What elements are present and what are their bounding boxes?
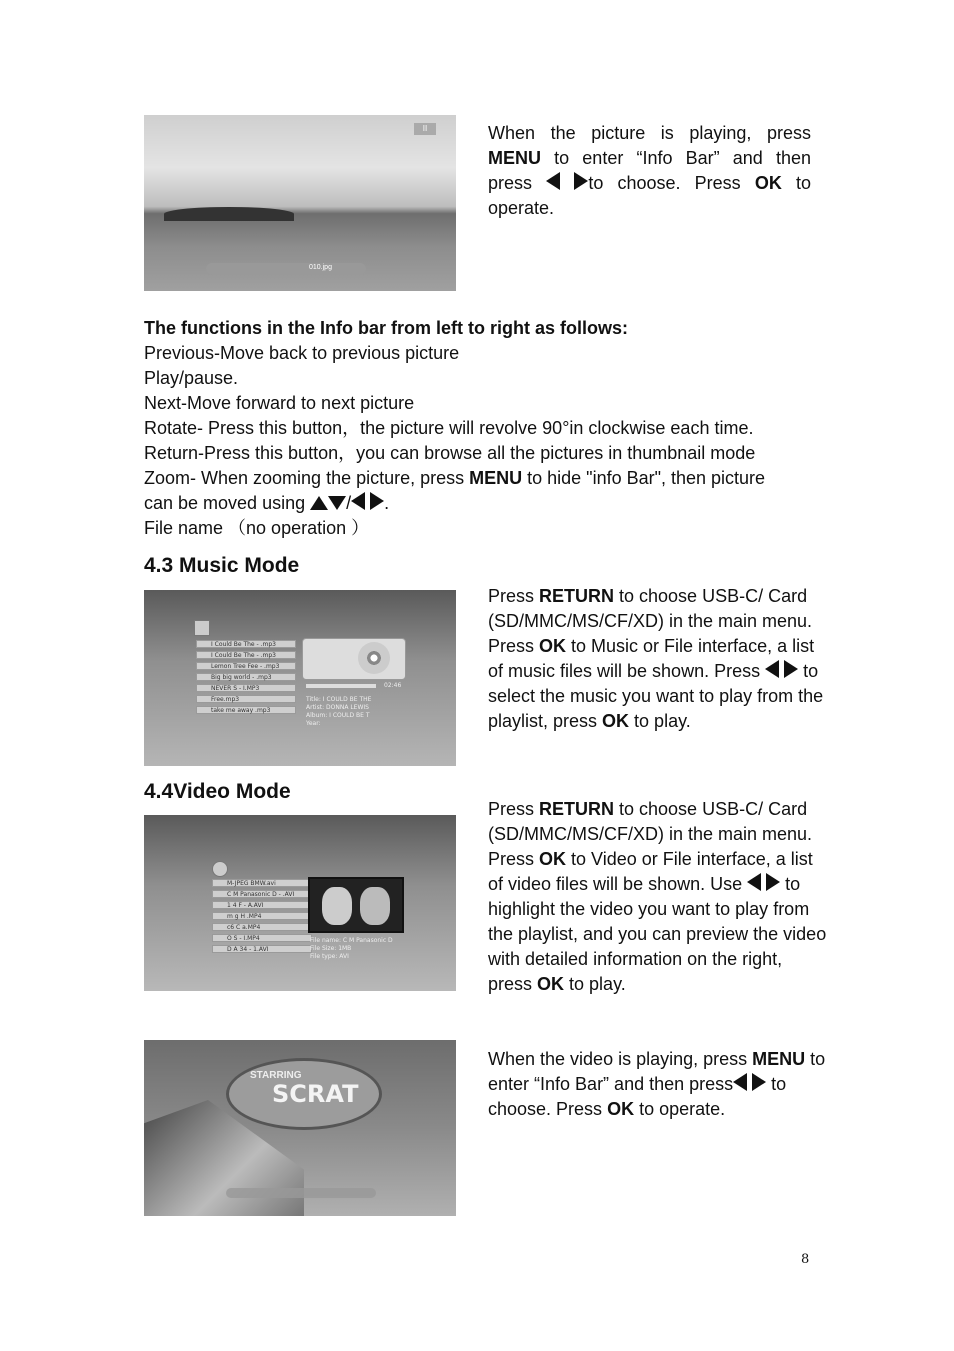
page-number: 8 (801, 1252, 810, 1267)
video-preview (308, 877, 404, 933)
list-item[interactable]: I Could Be The - .mp3 (196, 640, 296, 648)
video-mode-heading: 4.4Video Mode (144, 780, 291, 803)
music-mode-text: Press RETURN to choose USB-C/ Card (SD/MMC/MS/CF/XD) in the main menu. Press OK to Music or File interface, a list of music files will be shown. Press to select the music you want to play from the playlist, press OK to play. (488, 586, 824, 731)
right-arrow-icon (766, 873, 780, 891)
info-next: Next-Move forward to next picture (144, 393, 415, 413)
scrat-title: SCRAT (272, 1080, 359, 1108)
music-mode-screenshot (144, 590, 456, 766)
starring-text: STARRING (250, 1070, 302, 1081)
island-silhouette (164, 207, 294, 221)
video-file-list (212, 879, 312, 959)
left-arrow-icon (351, 492, 365, 510)
left-arrow-icon (546, 172, 560, 190)
cd-disc-icon (358, 642, 390, 674)
osd-filename: 010.jpg (309, 264, 332, 271)
info-rotate: Rotate- Press this button，the picture will revolve 90°in clockwise each time. (144, 418, 754, 438)
left-arrow-icon (733, 1073, 747, 1091)
list-item[interactable]: Free.mp3 (196, 695, 296, 703)
video-mode-screenshot (144, 815, 456, 991)
list-item[interactable]: c6 C a.MP4 (212, 923, 312, 931)
preview-face-right (360, 887, 390, 925)
down-arrow-icon (328, 496, 346, 510)
list-item[interactable]: O S - I.MP4 (212, 934, 312, 942)
video-folder-icon (212, 861, 228, 877)
info-bar-heading: The functions in the Info bar from left to right as follows: (144, 318, 628, 338)
list-item[interactable]: Big big world - .mp3 (196, 673, 296, 681)
music-time: 02:46 (384, 682, 402, 689)
video-file-info: File name: C M Panasonic D File Size: 1MB File type: AVI (310, 937, 393, 960)
video-mode-text: Press RETURN to choose USB-C/ Card (SD/MMC/MS/CF/XD) in the main menu. Press OK to Video or File interface, a list of video files will be shown. Use to highlight the video you want to play from the playlist, and you can preview the video with detailed information on the right, press OK to play. (488, 799, 827, 994)
osd-pause-indicator: II (414, 123, 436, 135)
music-progress-bar[interactable] (306, 684, 376, 688)
up-arrow-icon (310, 496, 328, 510)
left-arrow-icon (747, 873, 761, 891)
info-play-pause: Play/pause. (144, 368, 239, 388)
right-arrow-icon (370, 492, 384, 510)
preview-face-left (322, 887, 352, 925)
video-playing-text: When the video is playing, press MENU to enter “Info Bar” and then press to choose. Press OK to operate. (488, 1049, 826, 1119)
list-item[interactable]: I Could Be The - .mp3 (196, 651, 296, 659)
video-osd-bar (226, 1188, 376, 1198)
list-item[interactable]: 1 4 F - A.AVI (212, 901, 312, 909)
info-bar-functions (144, 316, 844, 541)
list-item[interactable]: C M Panasonic D - .AVI (212, 890, 312, 898)
list-item[interactable]: take me away .mp3 (196, 706, 296, 714)
music-mode-heading: 4.3 Music Mode (144, 554, 300, 577)
info-filename: File name （no operation ） (144, 518, 370, 538)
info-previous: Previous-Move back to previous picture (144, 343, 460, 363)
right-arrow-icon (752, 1073, 766, 1091)
left-arrow-icon (765, 660, 779, 678)
list-item[interactable]: m g H .MP4 (212, 912, 312, 920)
list-item[interactable]: M-JPEG BMW.avi (212, 879, 312, 887)
picture-playing-text: When the picture is playing, press MENU to enter “Info Bar” and then press to choose. Press OK to operate. (488, 123, 811, 218)
info-zoom: Zoom- When zooming the picture, press MENU to hide "info Bar", then picture (144, 468, 766, 488)
info-zoom-move: can be moved using / . (144, 493, 390, 513)
right-arrow-icon (784, 660, 798, 678)
music-file-list (196, 640, 296, 720)
list-item[interactable]: D A 34 - 1.AVI (212, 945, 312, 953)
music-folder-icon (194, 620, 210, 636)
list-item[interactable]: Lemon Tree Fee - .mp3 (196, 662, 296, 670)
right-arrow-icon (574, 172, 588, 190)
osd-info-bar (206, 263, 366, 275)
picture-playing-screenshot (144, 115, 456, 291)
video-playing-screenshot (144, 1040, 456, 1216)
list-item[interactable]: NEVER S - I.MP3 (196, 684, 296, 692)
info-return: Return-Press this button，you can browse all the pictures in thumbnail mode (144, 443, 756, 463)
music-player-panel (302, 638, 406, 680)
music-track-info: Title: I COULD BE THE Artist: DONNA LEWIS Album: I COULD BE T Year: (306, 696, 372, 727)
